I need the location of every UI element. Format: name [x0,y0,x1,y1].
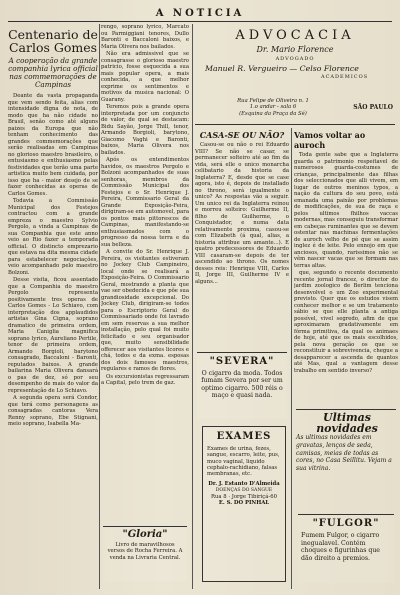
lawyer-role: ADVOGADO [275,56,315,62]
masthead: A NOTICIA [155,8,245,19]
article-paragraph: Deante da vasta propaganda que vem sendo feita, alias com intensidade digna de nota, de modo que ha não cidade no Brasil, senão como até alguns paizes da Europa que não tenham conhecimento das grandes commemorações que serão realisadas em Campinas no glorioso maestro brasileiro, o entusiasmo e enthusiasmo pelas festividades que terão uma parte artistica muito bem cuidada, por isso que ha - maior desejo de se fazer conhecidas as operas de Carlos Gomes. [8,93,98,197]
fulgor-body: Fumem Fulgor, o cigarro inegualavel. Contém choques e figurinhas que dão direito a premios. [301,532,380,562]
article-paragraph: A segunda opera será Condor, que terá como personagens as consagradas cantoras Vera Renny soprano, Ebe Stignani, meio soprano, Isabella Ma- [8,395,98,427]
section-rule [195,124,395,125]
article-paragraph: Após os entendimentos havidos, os maestros Pergolo e Bolzoni acompanhados de suas senhoras, membros da Commissão Municipal dos Festejos e o Sr. Henrique J. Pereira, Commissario Geral da Grande Exposição-Feira, dirigiram-se em automovel, para os pontos mais pittorescos de Campinas, manifestando-se enthusiasmados com o progresso da nossa terra e da sua belleza. [101,157,189,248]
article-paragraph: rengo, soprano lyrico, Marcato ou Parmiggiani tenores, Dullo Baronti e Baccaloni baixos, e Maria Olivera nos bailados. [101,24,189,50]
article-paragraph: Desse visita, ficou assentado que a Companhia do maestro Pergolo representa positivamente tres operas de Carlos Gomes - Lo Schiavo, com interpretação dos applaudidos artistas Gina Cigna, soprano dramatico de primeira ordem, Maria Caniglia magnifica soprano lyrico, Aureliano Pertile, tenor de primeira ordem, Armando Borgioli, barytono consagrado, Baccaloni - Baronti, reputados baixos. A grande bailarina Maria Olivera dansará o pas de dez, só por seu desempenho de mais do valor da representação de Lo Schiavo. [8,277,98,394]
article-title: Centenario de Carlos Gomes [8,27,98,55]
masthead-rule [8,21,392,22]
fulgor-title: "FULGOR" [312,518,380,529]
article-paragraph: Todavia a Commissão Municipal dos Festejos contractou com a grande empreza o maestro Sylvio Pergolo, a vinda a Campinas de sua Companhia que este anno veio ao Rio fazer a temporada official. O distincto emprezario que estava na dita mesma cidade para estabelecer negociações, veio acompanhado pelo maestro Bolzoni. [8,198,98,276]
ultimas-body: As ultimas novidades em gravatas, lenços de seda, camisas, meias de todas as cores, no Casa Seillitu. Vejam a sua vitrina. [296,434,392,473]
exames-body: Exames de urina, fezes, sangue, escarro, leite, pus, muco vaginal, liquido cephalo-rachidiano, falsas membranas, etc. [207,446,280,478]
gloria-body: Livro de maravilhosos versos de Rocha Ferreira. A venda na Livraria Central. [107,542,183,561]
article-paragraph: Teremos pois a grande opera interpretada por um conjuncto de valor, de qual se destacam: Bidu Sayão, Jorge Thill, tenor, Armando Borgioli, barytono, Giacomo Vaghi e Baronti, baixos, Maria Olivera nos bailados. [101,104,189,156]
fulgor-ad [298,514,394,583]
severa-title: "SEVERA" [209,356,275,367]
exames-title: EXAMES [216,431,272,442]
advocacia-title: ADVOCACIA [235,28,355,43]
article-paragraph: Os excursionistas regressaram a Capital, pelo trem de gaz. [101,373,189,386]
article-subtitle: A cooperação da grande companhia lyrica official nas commemorações de Campinas [8,56,98,89]
academics-role: ACADEMICOS [321,74,369,80]
office-address: Rua Felipe de Oliveira n. 1 1.o andar - sala 6 (Esquina da Praça da Sé) [237,98,309,117]
ultimas-title: Ultimas novidades [316,411,378,435]
gloria-title: "Gloria" [122,529,168,540]
article-centenario-continued [101,24,189,589]
article-centenario [8,24,98,589]
gloria-ad [103,526,187,581]
casa-se-body: Casou-se ou não o rei Eduardo VIII? Se não se casar, se permanecer solteiro até ao fim da vida, será elle o unico monarcha celibatario da historia da Inglaterra? E, desde que se case agora, isto é, depois de installado no throno, será igualmente o unico? As respostas vão a seguir. Um unico rei da Inglaterra reinou e morreu solteiro: Guilherme II, filho de Guilherme, o Conquistador, e numa data relativamente proxima, casou-se com Elizabeth (á qual, alias, a historia attribue um amante...). E quatro predecessores de Eduardo VIII casaram-se depois de ter ascendido ao throno. Os nomes desses reis: Henrique VIII, Carlos II, Jorge III, Guilherme IV e alguns... [195,142,289,285]
exames-city: E. S. DO PINHAL [218,500,270,507]
column-divider [291,128,292,589]
severa-ad [197,352,287,419]
exames-doctor-specialty: DOENÇAS DO SANGUE [215,487,273,493]
section-rule [296,409,396,410]
vamos-body-continued: que, segundo o recente documento recente jornal francez, o director do jardim zoologico de Berlim tenciona desenvolvel o um Zoo experimental previsto. Quer que os estudos visem conhecer melhor e se um tratamento sábio se que elle planta a antiga possível, vivel segredo, afim de que aproximaram gradativamente em fórma primitiva, da qual os animaes de hoje, até que os mais escolhidos, pela nova geração os que se reconstituir a sobrevivencia, chegue a desapparecer a ascenda de quantos até Mas, qual a vantagem desse trabalho em sentido inverso? [294,270,398,374]
casa-se-title: CASA-SE OU NÃO? [199,130,285,140]
advocacia-ad [195,24,395,122]
office-city: SÃO PAULO [353,104,393,111]
vamos-title: Vamos voltar ao auroch [294,130,366,150]
severa-body: O cigarro da moda. Todos fumam Severa por ser um optimo cigarro. 500 réis o maço e quasi nada. [201,370,283,400]
column-divider [192,24,193,589]
article-paragraph: A convite do Sr. Henrique J. Pereira, os visitantes estiveram no Jockey Club Campineiro, local onde se realisará a Exposição-Feira. O Commissario Geral, mostrando a planta que vae ser obedecida e que põe sua grandiosidade excepcional. Do Jockey Club, dirigiram-se todos para o Escriptorio Geral do Commissariado onde foi lavrado em sem reservas a sua melhor installação, pelo qual foi muito felicitado e seu organisador que, muito sensibilidade offerecer aos visitantes licores e chá, todos e da exma. esposas dos dois famosos maestros, regulares e ramos de flores. [101,249,189,372]
exames-address: Rua 8 · Jorge Tibiriçá-60 [211,494,277,501]
lawyer-name: Dr. Mario Florence [256,45,334,54]
article-paragraph: Não era admissivel que se consagrasse o glorioso maestro patricio, fosse esquecida a sua mais popular opera, a mais conhecida, a que melhor exprime os sentimentos e motivos da musica nacional: O Guarany. [101,51,189,103]
ultimas-novidades-ad [296,412,398,473]
vamos-body: Toda gente sabe que a Inglaterra guarda o patrimonio respeitavel de numerosos guarda-costumes de crianças, principalmente das filhas dos seleccionados que alli vivem, em lugar de outros meninos typos, a nação da cultura do seu povo, está emanada uma paixão por problemas de modificações, de sua de raça e pelos ultimos fhilhos vaccas modernas, mas conseguiu transformar em cabeças ruminantes que se devem ostentar nas machinas fermentações de auroch velho de pé que se assim inglez é de leite. Pelo ennojo em que anciosos, quando, rarissimos não se vêm nascer vacas que se formam nas terras altas. [294,152,398,269]
academics-names: Manuel R. Vergueiro — Celso Florence [205,64,359,73]
exames-ad [202,426,286,582]
exames-doctor: Dr. J. Estanto D'Almeida [208,481,280,488]
column-divider [99,24,100,589]
